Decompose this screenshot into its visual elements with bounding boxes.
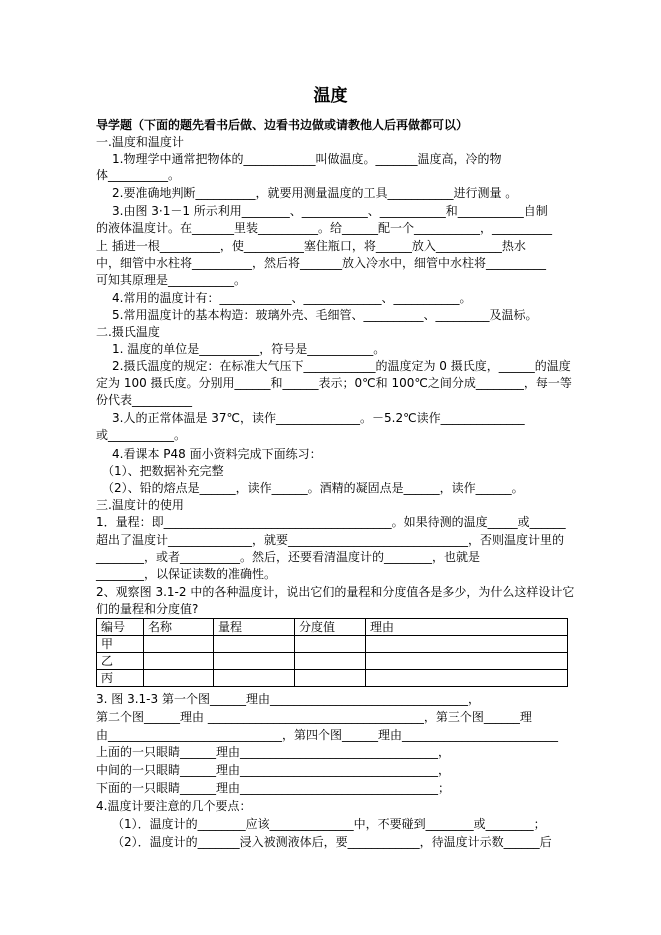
table-cell — [366, 670, 568, 687]
text-line: ________，以保证读数的准确性。 — [96, 567, 277, 581]
text-line: 3.由图 3·1－1 所示利用________、___________、___________和___________自制 — [112, 204, 548, 218]
text-line: 5.常用温度计的基本构造：玻璃外壳、毛细管、__________、_________及温标。 — [112, 308, 538, 322]
text-line: 4.温度计要注意的几个要点： — [96, 799, 252, 813]
table-row — [97, 670, 568, 687]
table-cell — [144, 670, 214, 687]
table-cell — [144, 653, 214, 670]
table-row — [97, 636, 568, 653]
table-cell — [214, 670, 295, 687]
text-line: 2、观察图 3.1-2 中的各种温度计，说出它们的量程和分度值各是多少，为什么这样设计它 — [96, 585, 575, 599]
text-line: 上 插进一根__________，使__________塞住瓶口，将______放入___________热水 — [96, 239, 526, 253]
text-line: （1）、把数据补充完整 — [102, 464, 224, 478]
text-line: 们的量程和分度值? — [96, 602, 199, 616]
table-cell: 甲 — [97, 636, 144, 653]
table-row — [97, 653, 568, 670]
text-line: 下面的一只眼睛______理由_________________________________； — [96, 781, 451, 795]
text-line: 4.看课本 P48 面小资料完成下面练习： — [112, 447, 322, 461]
table-cell — [366, 653, 568, 670]
text-line: 3.人的正常体温是 37℃，读作______________。－5.2℃读作______________ — [112, 411, 525, 425]
table-cell — [214, 636, 295, 653]
text-line: （1）．温度计的________应该______________中，不要碰到________或________； — [112, 817, 546, 831]
text-line: 的液体温度计。在_______里装__________。给______配一个___________，__________ — [96, 221, 553, 235]
table-cell: 丙 — [97, 670, 144, 687]
header-cell: 量程 — [214, 619, 295, 636]
table-header-row — [97, 619, 568, 636]
text-line: 体__________。 — [96, 168, 181, 182]
table-cell — [144, 636, 214, 653]
text-line: 份代表__________ — [96, 393, 193, 407]
text-line: 1.物理学中通常把物体的____________叫做温度。_______温度高，冷的物 — [112, 152, 502, 166]
table-cell — [295, 670, 366, 687]
header-cell: 编号 — [97, 619, 144, 636]
text-line: 3. 图 3.1-3 第一个图______理由_________________________________， — [96, 692, 480, 706]
text-line: 中，细管中水柱将__________，然后将_______放入冷水中，细管中水柱将__________ — [96, 256, 547, 270]
section-heading: 一.温度和温度计 — [96, 135, 184, 149]
header-cell: 分度值 — [295, 619, 366, 636]
section-heading: 二.摄氏温度 — [96, 325, 160, 339]
guide-heading: 导学题（下面的题先看书后做、边看书边做或请教他人后再做都可以） — [96, 118, 469, 132]
table-cell — [295, 653, 366, 670]
table-cell — [295, 636, 366, 653]
text-line: 4.常用的温度计有：____________、_____________、___________。 — [112, 291, 472, 305]
thermometer-table — [96, 618, 568, 687]
text-line: 或___________。 — [96, 428, 187, 442]
text-line: 超出了温度计______________，就要______________________________，否则温度计里的 — [96, 533, 565, 547]
text-line: 中间的一只眼睛______理由_________________________________， — [96, 763, 451, 777]
text-line: 定为 100 摄氏度。分别用______和______表示；0℃和 100℃之间分成________，每一等 — [96, 376, 572, 390]
text-line: 2.摄氏温度的规定：在标准大气压下____________的温度定为 0 摄氏度，______的温度 — [112, 359, 571, 373]
header-cell: 理由 — [366, 619, 568, 636]
page-title: 温度 — [313, 86, 348, 106]
text-line: （2）、铅的熔点是______，读作______。酒精的凝固点是______，读作______。 — [102, 481, 524, 495]
text-line: 第二个图______理由 ____________________________________，第三个图______理 — [96, 710, 532, 724]
text-line: 可知其原理是___________。 — [96, 273, 247, 287]
text-line: 2.要准确地判断__________，就要用测量温度的工具___________进行测量 。 — [112, 186, 518, 200]
text-line: ________，或者__________。然后，还要看清温度计的________，也就是 — [96, 550, 481, 564]
table-cell — [366, 636, 568, 653]
table-cell: 乙 — [97, 653, 144, 670]
text-line: （2）．温度计的_______浸入被测液体后，要____________，待温度计示数______后 — [112, 835, 552, 849]
text-line: 1. 温度的单位是__________，符号是___________。 — [112, 342, 386, 356]
table-cell — [214, 653, 295, 670]
text-line: 1．量程：即______________________________________。如果待测的温度_____或______ — [96, 515, 566, 529]
section-heading: 三.温度计的使用 — [96, 498, 184, 512]
text-line: 上面的一只眼睛______理由_________________________________， — [96, 745, 451, 759]
header-cell: 名称 — [144, 619, 214, 636]
text-line: 由_____________________________，第四个图______理由__________________________ — [96, 728, 559, 742]
